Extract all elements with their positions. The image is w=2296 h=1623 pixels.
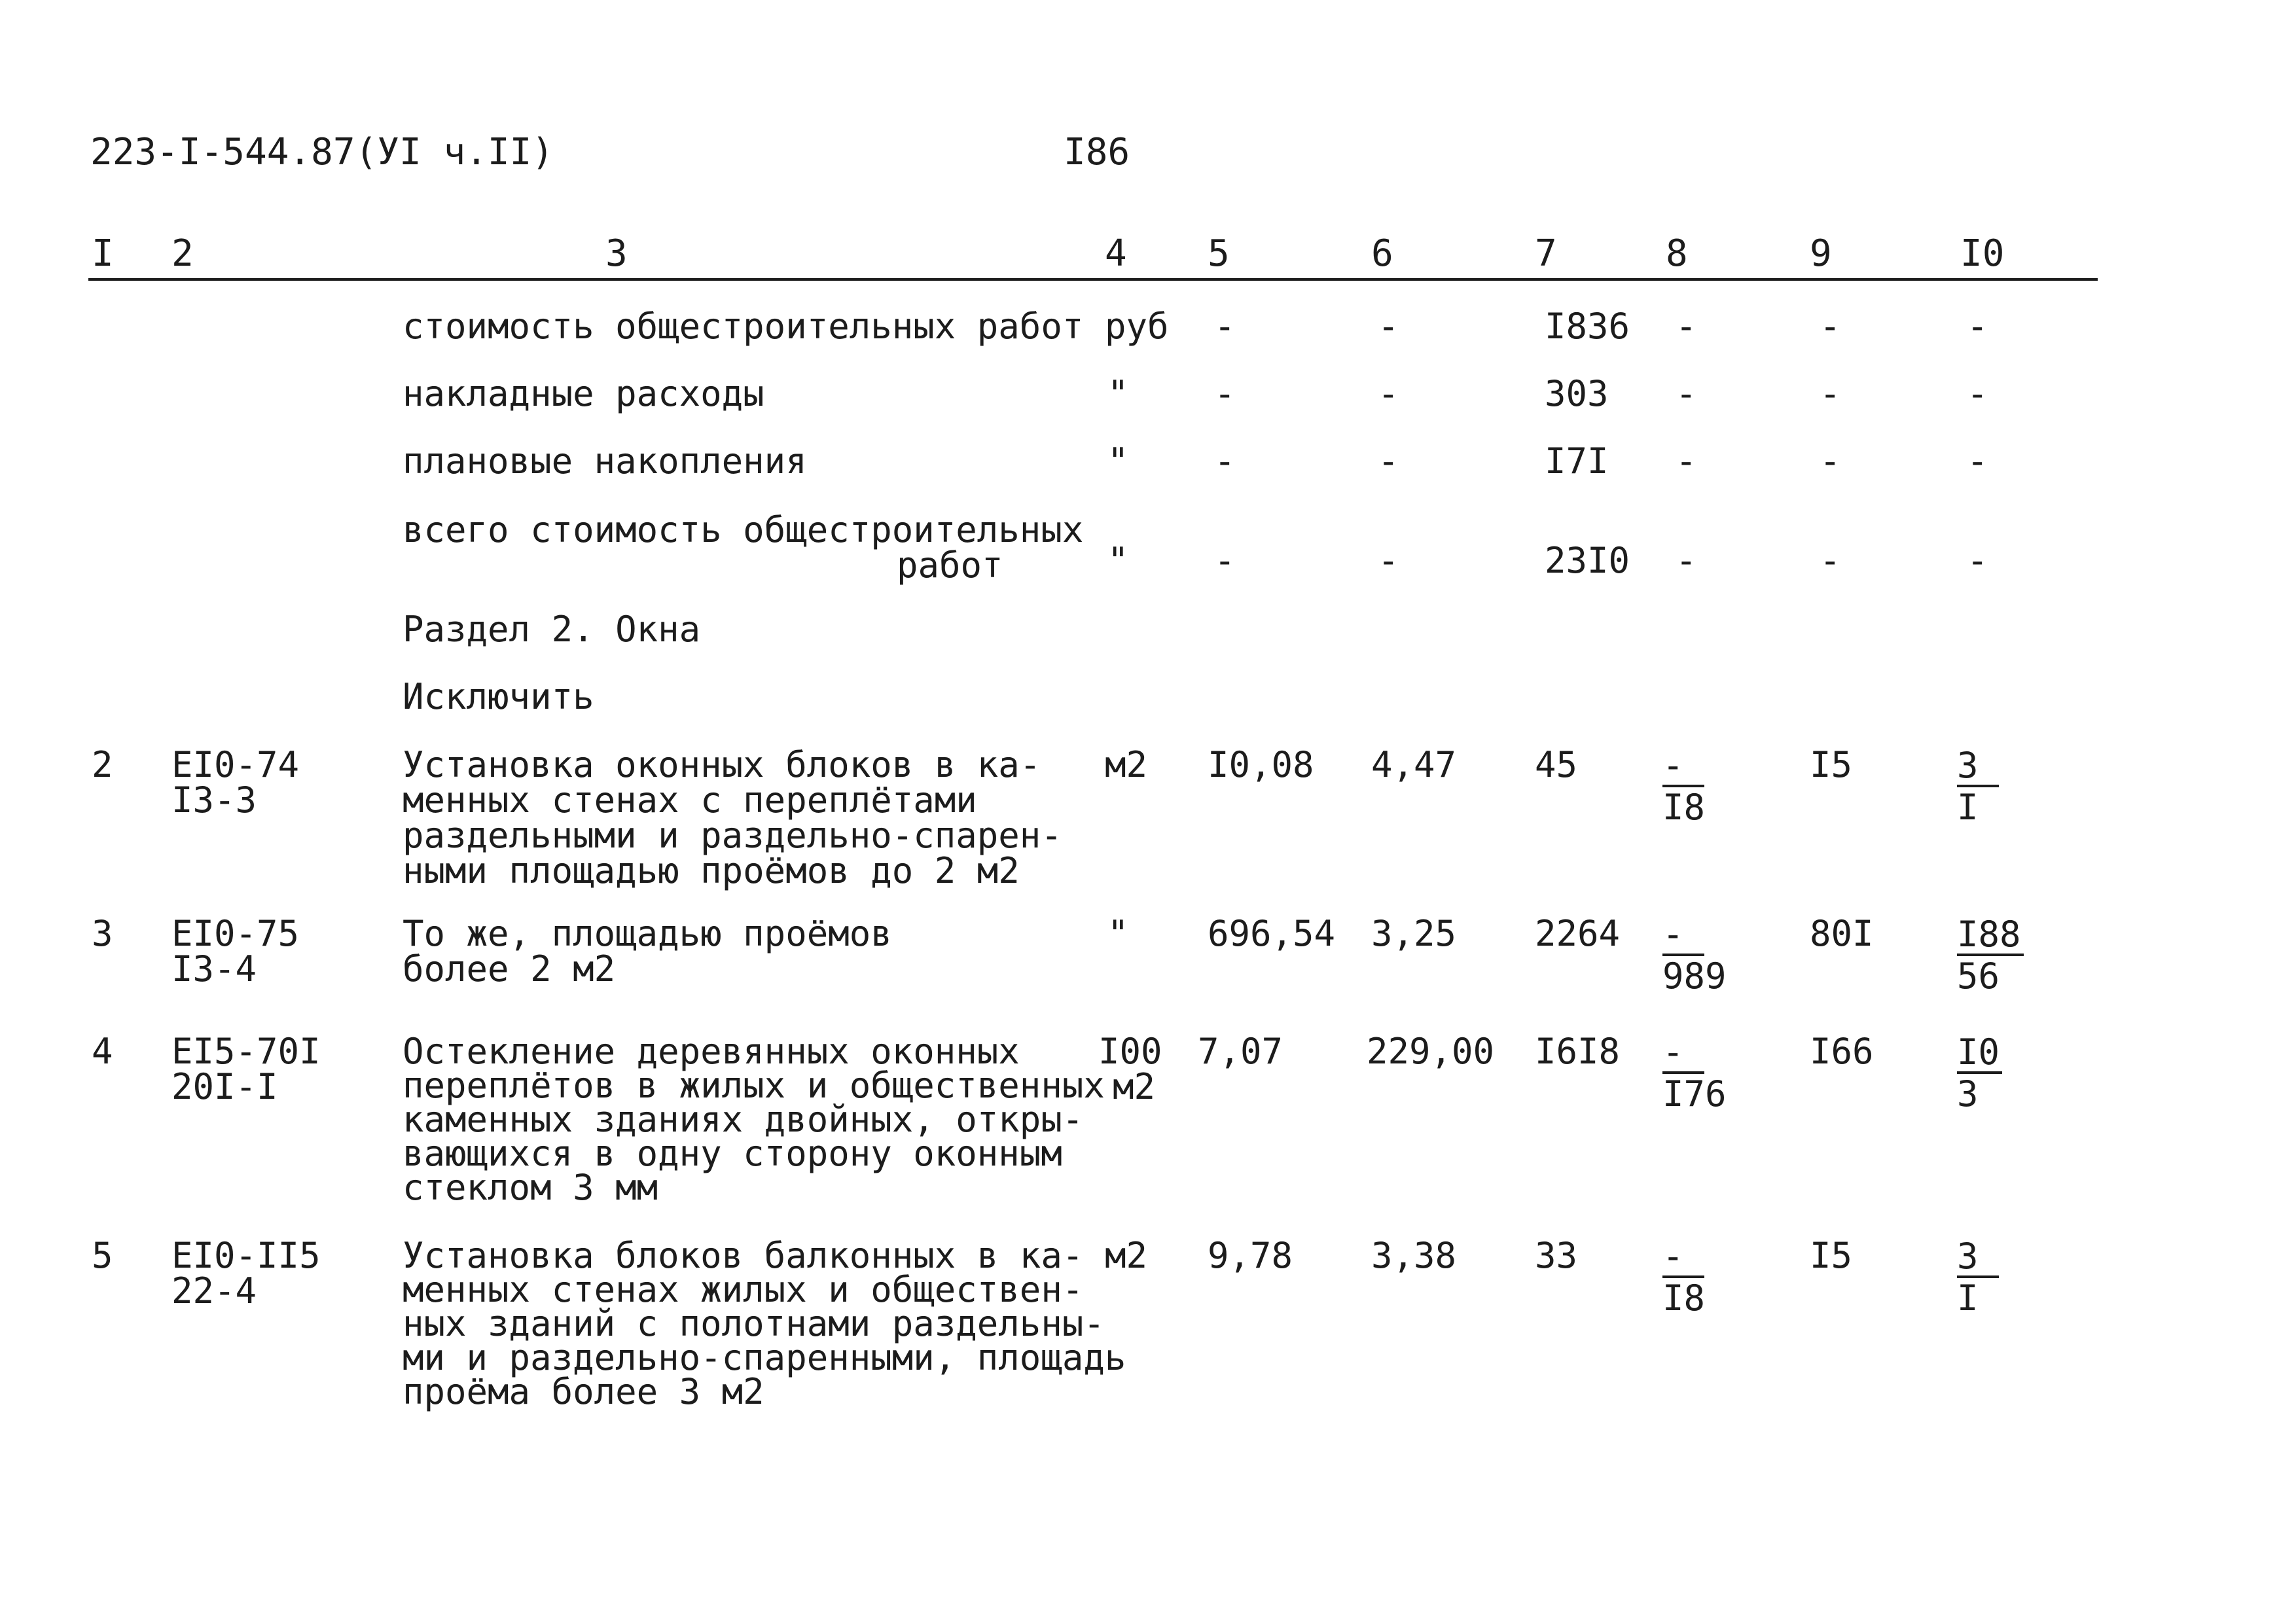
- column-header-3: 3: [605, 232, 628, 275]
- row-description-line: ных зданий с полотнами раздельны-: [403, 1303, 1105, 1344]
- row-description-line: ми и раздельно-спаренными, площадь: [403, 1337, 1126, 1378]
- summary-c6: -: [1378, 306, 1399, 347]
- row-c5: I0,08: [1208, 744, 1314, 785]
- fraction-denominator: I: [1957, 1277, 1979, 1319]
- section-title: Раздел 2. Окна: [403, 609, 701, 650]
- column-header-4: 4: [1105, 232, 1127, 275]
- summary-total-name-line2: работ: [897, 544, 1003, 586]
- column-header-1: I: [92, 232, 114, 275]
- fraction-numerator: -: [1662, 1033, 1704, 1074]
- row-c7: 33: [1535, 1235, 1578, 1276]
- summary-unit: ": [1107, 440, 1129, 482]
- column-header-5: 5: [1208, 232, 1230, 275]
- row-c9: I5: [1810, 1235, 1853, 1276]
- summary-c5: -: [1214, 306, 1236, 347]
- summary-c6: -: [1378, 373, 1399, 414]
- summary-c7: 303: [1545, 373, 1609, 414]
- row-c6: 4,47: [1371, 744, 1457, 785]
- row-code-primary: EI0-75: [171, 913, 300, 954]
- column-header-10: I0: [1960, 232, 2005, 275]
- exclude-label: Исключить: [403, 676, 594, 717]
- row-c5: 7,07: [1198, 1031, 1283, 1072]
- fraction-numerator: 3: [1957, 1238, 1999, 1278]
- row-c8-fraction: [1662, 745, 1705, 828]
- row-description-line: вающихся в одну сторону оконным: [403, 1133, 1062, 1174]
- row-number: 5: [92, 1235, 113, 1276]
- row-description-line: Остекление деревянных оконных: [403, 1031, 1020, 1072]
- row-unit-secondary: м2: [1113, 1066, 1156, 1107]
- fraction-numerator: -: [1662, 1238, 1704, 1278]
- summary-c8: -: [1676, 306, 1697, 347]
- row-description-line: каменных зданиях двойных, откры-: [403, 1099, 1084, 1140]
- column-header-2: 2: [171, 232, 194, 275]
- row-code-primary: EI0-II5: [171, 1235, 321, 1276]
- fraction-denominator: I76: [1662, 1073, 1727, 1115]
- row-number: 4: [92, 1031, 113, 1072]
- row-c10-fraction: [1957, 1031, 2002, 1115]
- summary-c9: -: [1820, 373, 1841, 414]
- row-c10-fraction: [1957, 1236, 1999, 1319]
- fraction-numerator: 3: [1957, 747, 1999, 787]
- row-description-line: ными площадью проёмов до 2 м2: [403, 850, 1020, 891]
- fraction-denominator: 56: [1957, 955, 2000, 997]
- row-code-secondary: I3-4: [171, 948, 257, 990]
- page-number: I86: [1064, 131, 1130, 173]
- row-description-line: Установка блоков балконных в ка-: [403, 1235, 1084, 1276]
- row-unit: ": [1107, 913, 1129, 954]
- row-c10-fraction: [1957, 745, 1999, 828]
- row-c9: 80I: [1810, 913, 1874, 954]
- fraction-numerator: I0: [1957, 1033, 2002, 1074]
- row-c5: 696,54: [1208, 913, 1336, 954]
- summary-name: накладные расходы: [403, 373, 764, 414]
- row-unit: I00: [1098, 1031, 1162, 1072]
- fraction-numerator: -: [1662, 747, 1704, 787]
- summary-name: стоимость общестроительных работ: [403, 306, 1084, 347]
- row-c10-fraction: [1957, 914, 2024, 997]
- row-c6: 3,38: [1371, 1235, 1457, 1276]
- fraction-denominator: I8: [1662, 1277, 1706, 1319]
- fraction-denominator: I: [1957, 787, 1979, 828]
- column-header-8: 8: [1666, 232, 1688, 275]
- row-c7: 45: [1535, 744, 1578, 785]
- row-c8-fraction: [1662, 1031, 1727, 1115]
- summary-c7: I836: [1545, 306, 1630, 347]
- row-number: 2: [92, 744, 113, 785]
- summary-c8: -: [1676, 540, 1697, 581]
- row-unit: м2: [1105, 744, 1148, 785]
- fraction-denominator: 989: [1662, 955, 1727, 997]
- row-c6: 3,25: [1371, 913, 1457, 954]
- summary-c10: -: [1967, 540, 1988, 581]
- row-description-line: менных стенах с переплётами: [403, 779, 977, 821]
- row-code-secondary: I3-3: [171, 779, 257, 821]
- fraction-numerator: I88: [1957, 916, 2024, 956]
- summary-total-name-line1: всего стоимость общестроительных: [403, 509, 1084, 550]
- summary-c10: -: [1967, 306, 1988, 347]
- fraction-denominator: 3: [1957, 1073, 1979, 1115]
- row-c9: I5: [1810, 744, 1853, 785]
- row-c7: I6I8: [1535, 1031, 1621, 1072]
- summary-c9: -: [1820, 306, 1841, 347]
- summary-unit: ": [1107, 540, 1129, 581]
- row-code-primary: EI5-70I: [171, 1031, 321, 1072]
- row-c5: 9,78: [1208, 1235, 1293, 1276]
- row-code-secondary: 22-4: [171, 1270, 257, 1311]
- fraction-denominator: I8: [1662, 787, 1706, 828]
- summary-unit: руб: [1105, 306, 1169, 347]
- row-c8-fraction: [1662, 914, 1727, 997]
- summary-c8: -: [1676, 373, 1697, 414]
- row-code-primary: EI0-74: [171, 744, 300, 785]
- fraction-numerator: -: [1662, 916, 1704, 956]
- summary-c5: -: [1214, 440, 1236, 482]
- summary-c10: -: [1967, 440, 1988, 482]
- row-description-line: раздельными и раздельно-спарен-: [403, 815, 1062, 856]
- summary-c6: -: [1378, 540, 1399, 581]
- summary-unit: ": [1107, 373, 1129, 414]
- summary-c7: I7I: [1545, 440, 1609, 482]
- summary-c9: -: [1820, 540, 1841, 581]
- column-header-7: 7: [1535, 232, 1557, 275]
- column-header-9: 9: [1810, 232, 1832, 275]
- document-id: 223-I-544.87(УI ч.II): [90, 131, 554, 173]
- row-c9: I66: [1810, 1031, 1874, 1072]
- row-description-line: переплётов в жилых и общественных: [403, 1065, 1105, 1106]
- row-c8-fraction: [1662, 1236, 1705, 1319]
- summary-c5: -: [1214, 540, 1236, 581]
- row-unit: м2: [1105, 1235, 1148, 1276]
- row-description-line: Установка оконных блоков в ка-: [403, 744, 1041, 785]
- summary-c8: -: [1676, 440, 1697, 482]
- summary-name: плановые накопления: [403, 440, 807, 482]
- row-description-line: менных стенах жилых и обществен-: [403, 1269, 1084, 1310]
- summary-c7: 23I0: [1545, 540, 1630, 581]
- header-rule: [88, 278, 2098, 281]
- row-c6: 229,00: [1367, 1031, 1495, 1072]
- summary-c10: -: [1967, 373, 1988, 414]
- row-description-line: стеклом 3 мм: [403, 1167, 658, 1208]
- column-header-6: 6: [1371, 232, 1393, 275]
- summary-c5: -: [1214, 373, 1236, 414]
- row-description-line: проёма более 3 м2: [403, 1371, 764, 1412]
- row-description-line: То же, площадью проёмов: [403, 913, 892, 954]
- row-description-line: более 2 м2: [403, 948, 616, 990]
- row-code-secondary: 20I-I: [171, 1066, 278, 1107]
- summary-c9: -: [1820, 440, 1841, 482]
- summary-c6: -: [1378, 440, 1399, 482]
- row-number: 3: [92, 913, 113, 954]
- row-c7: 2264: [1535, 913, 1621, 954]
